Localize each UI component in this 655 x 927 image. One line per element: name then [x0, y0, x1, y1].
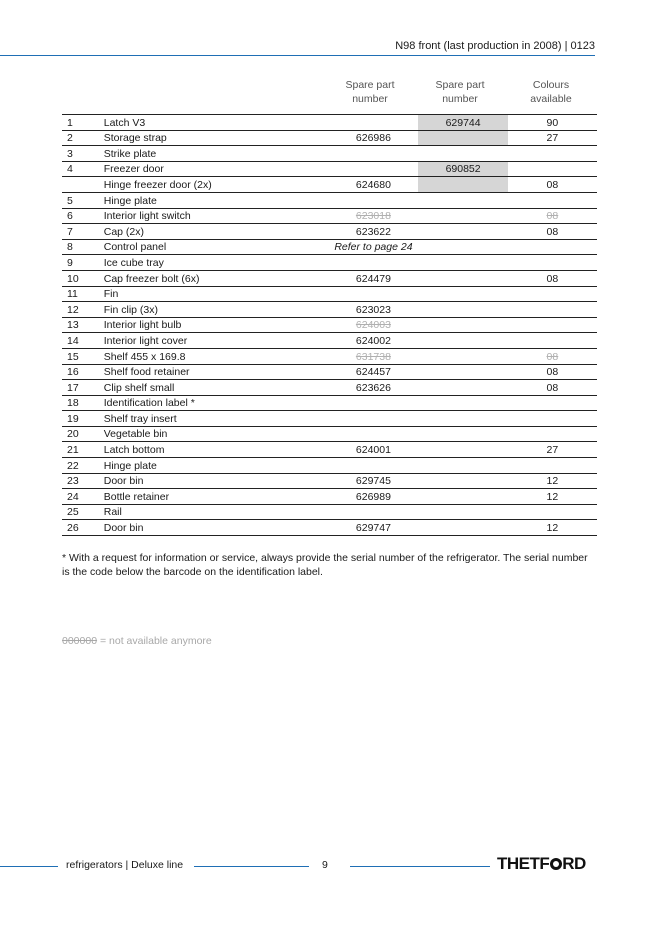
spare-part-number-alt-cell [418, 333, 507, 349]
spare-part-number-alt-cell [418, 208, 507, 224]
spare-part-number-alt-cell [418, 255, 507, 271]
part-number-cell: 3 [62, 146, 104, 162]
col-header-colours [506, 78, 596, 106]
spare-part-number-alt-cell [418, 458, 507, 474]
table-row [62, 177, 597, 193]
spare-part-number-alt-cell [418, 411, 507, 427]
part-name-cell: Strike plate [104, 146, 329, 162]
colour-cell: 08 [508, 380, 597, 396]
spare-part-number-cell: 626986 [329, 130, 419, 146]
table-row [62, 255, 597, 271]
header-rule [0, 55, 595, 56]
spare-part-number-cell: 623018 [329, 208, 419, 224]
part-name-cell: Freezer door [104, 161, 329, 177]
table-row [62, 302, 597, 318]
part-name-cell: Storage strap [104, 130, 329, 146]
colour-cell [508, 458, 597, 474]
colour-cell [508, 302, 597, 318]
spare-part-number-cell [329, 161, 419, 177]
part-name-cell: Vegetable bin [104, 426, 329, 442]
spare-part-number-cell: 624003 [329, 317, 419, 333]
part-number-cell: 26 [62, 520, 104, 536]
spare-part-number-alt-cell [418, 380, 507, 396]
colour-cell: 12 [508, 489, 597, 505]
col-header-line: number [442, 93, 478, 105]
table-row [62, 395, 597, 411]
footer-rule [350, 866, 490, 867]
footer-rule [0, 866, 58, 867]
spare-part-number-cell: 623023 [329, 302, 419, 318]
colour-cell [508, 192, 597, 208]
table-row [62, 146, 597, 162]
part-number-cell: 19 [62, 411, 104, 427]
part-name-cell: Shelf food retainer [104, 364, 329, 380]
part-name-cell: Cap (2x) [104, 224, 329, 240]
part-name-cell: Control panel [104, 239, 329, 255]
part-name-cell: Interior light cover [104, 333, 329, 349]
colour-cell: 12 [508, 473, 597, 489]
part-name-cell: Latch bottom [104, 442, 329, 458]
colour-cell: 12 [508, 520, 597, 536]
part-name-cell: Shelf 455 x 169.8 [104, 348, 329, 364]
part-number-cell: 7 [62, 224, 104, 240]
spare-part-number-cell [329, 426, 419, 442]
part-name-cell: Rail [104, 504, 329, 520]
spare-part-number-cell: 624479 [329, 270, 419, 286]
table-row [62, 224, 597, 240]
part-name-cell: Bottle retainer [104, 489, 329, 505]
colour-cell [508, 395, 597, 411]
colour-cell [508, 255, 597, 271]
colour-cell: 08 [508, 348, 597, 364]
spare-part-number-alt-cell [418, 426, 507, 442]
part-number-cell: 8 [62, 239, 104, 255]
colour-cell: 08 [508, 270, 597, 286]
part-number-cell: 24 [62, 489, 104, 505]
spare-part-number-cell [329, 504, 419, 520]
table-row [62, 364, 597, 380]
part-number-cell: 16 [62, 364, 104, 380]
col-header-line: available [530, 93, 572, 105]
spare-part-number-alt-cell [418, 192, 507, 208]
spare-part-number-alt-cell: 690852 [418, 161, 507, 177]
colour-cell [508, 411, 597, 427]
col-header-spare-part-2 [415, 78, 505, 106]
col-header-spare-part-1 [325, 78, 415, 106]
spare-part-number-cell [329, 146, 419, 162]
colour-cell: 90 [508, 115, 597, 131]
part-name-cell: Interior light switch [104, 208, 329, 224]
col-header-line: Spare part [435, 79, 485, 91]
colour-cell: 08 [508, 224, 597, 240]
colour-cell [508, 146, 597, 162]
spare-part-number-alt-cell [418, 504, 507, 520]
table-row [62, 504, 597, 520]
table-row [62, 489, 597, 505]
part-number-cell: 21 [62, 442, 104, 458]
part-number-cell: 9 [62, 255, 104, 271]
logo-text-start: THETF [497, 854, 550, 873]
spare-part-number-alt-cell [418, 130, 507, 146]
part-number-cell: 23 [62, 473, 104, 489]
part-number-cell [62, 177, 104, 193]
spare-parts-table [62, 114, 597, 536]
table-row [62, 317, 597, 333]
spare-part-number-alt-cell [418, 286, 507, 302]
col-header-line: Spare part [345, 79, 395, 91]
table-row [62, 239, 597, 255]
spare-part-number-cell [329, 286, 419, 302]
table-row [62, 286, 597, 302]
spare-part-number-cell [329, 411, 419, 427]
spare-part-number-alt-cell [418, 239, 507, 255]
part-name-cell: Shelf tray insert [104, 411, 329, 427]
table-row [62, 161, 597, 177]
colour-cell [508, 286, 597, 302]
table-row [62, 442, 597, 458]
part-number-cell: 12 [62, 302, 104, 318]
table-row [62, 270, 597, 286]
spare-part-number-alt-cell [418, 224, 507, 240]
spare-part-number-alt-cell [418, 146, 507, 162]
part-name-cell: Hinge plate [104, 458, 329, 474]
spare-part-number-cell [329, 192, 419, 208]
part-number-cell: 20 [62, 426, 104, 442]
spare-part-number-alt-cell [418, 364, 507, 380]
part-number-cell: 11 [62, 286, 104, 302]
table-row [62, 130, 597, 146]
spare-part-number-cell: 624457 [329, 364, 419, 380]
table-row [62, 426, 597, 442]
thetford-logo [497, 854, 586, 874]
part-number-cell: 17 [62, 380, 104, 396]
part-number-cell: 15 [62, 348, 104, 364]
table-row [62, 115, 597, 131]
table-row [62, 333, 597, 349]
col-header-line: Colours [532, 79, 570, 91]
spare-part-number-alt-cell [418, 348, 507, 364]
colour-cell: 08 [508, 208, 597, 224]
part-number-cell: 22 [62, 458, 104, 474]
spare-part-number-cell [329, 458, 419, 474]
part-number-cell: 25 [62, 504, 104, 520]
table-row [62, 208, 597, 224]
spare-parts-table-body [62, 115, 597, 536]
footnote: * With a request for information or service, always provide the serial number of the refrigerator. The serial number is the code below the barcode on the identification label. [62, 552, 588, 578]
legend [62, 635, 212, 647]
legend-text: = not available anymore [97, 635, 212, 647]
spare-part-number-alt-cell [418, 395, 507, 411]
colour-cell: 08 [508, 364, 597, 380]
col-header-line: number [352, 93, 388, 105]
part-name-cell: Latch V3 [104, 115, 329, 131]
spare-part-number-cell: 631738 [329, 348, 419, 364]
colour-cell [508, 161, 597, 177]
spare-part-number-cell: 629747 [329, 520, 419, 536]
logo-o-ring-icon [550, 858, 562, 870]
logo-text-end: RD [562, 854, 586, 873]
table-row [62, 192, 597, 208]
part-number-cell: 10 [62, 270, 104, 286]
spare-part-number-cell [329, 395, 419, 411]
part-name-cell: Fin clip (3x) [104, 302, 329, 318]
colour-cell: 27 [508, 130, 597, 146]
spare-part-number-alt-cell [418, 442, 507, 458]
table-row [62, 348, 597, 364]
part-name-cell: Hinge plate [104, 192, 329, 208]
colour-cell [508, 317, 597, 333]
footer-section-title: refrigerators | Deluxe line [66, 859, 184, 871]
part-name-cell: Cap freezer bolt (6x) [104, 270, 329, 286]
page-header-title: N98 front (last production in 2008) | 0123 [395, 40, 595, 52]
part-number-cell: 5 [62, 192, 104, 208]
spare-part-number-alt-cell: 629744 [418, 115, 507, 131]
part-name-cell: Door bin [104, 520, 329, 536]
colour-cell [508, 239, 597, 255]
spare-part-number-cell: 623626 [329, 380, 419, 396]
part-name-cell: Fin [104, 286, 329, 302]
spare-part-number-alt-cell [418, 520, 507, 536]
colour-cell: 08 [508, 177, 597, 193]
spare-part-number-alt-cell [418, 489, 507, 505]
part-number-cell: 1 [62, 115, 104, 131]
table-row [62, 411, 597, 427]
page-number: 9 [322, 859, 328, 871]
table-row [62, 473, 597, 489]
part-name-cell: Door bin [104, 473, 329, 489]
colour-cell [508, 333, 597, 349]
part-number-cell: 6 [62, 208, 104, 224]
colour-cell: 27 [508, 442, 597, 458]
table-row [62, 520, 597, 536]
spare-part-number-cell: Refer to page 24 [329, 239, 419, 255]
part-number-cell: 18 [62, 395, 104, 411]
spare-part-number-cell: 624001 [329, 442, 419, 458]
spare-part-number-cell: 623622 [329, 224, 419, 240]
spare-part-number-cell [329, 255, 419, 271]
spare-part-number-cell: 629745 [329, 473, 419, 489]
table-row [62, 380, 597, 396]
spare-part-number-cell: 624002 [329, 333, 419, 349]
part-number-cell: 13 [62, 317, 104, 333]
spare-part-number-alt-cell [418, 270, 507, 286]
legend-struck-sample: 000000 [62, 635, 98, 647]
part-name-cell: Identification label * [104, 395, 329, 411]
part-name-cell: Hinge freezer door (2x) [104, 177, 329, 193]
colour-cell [508, 426, 597, 442]
part-number-cell: 4 [62, 161, 104, 177]
spare-part-number-alt-cell [418, 317, 507, 333]
table-row [62, 458, 597, 474]
spare-part-number-cell: 626989 [329, 489, 419, 505]
footer-rule [194, 866, 309, 867]
part-number-cell: 2 [62, 130, 104, 146]
spare-part-number-cell [329, 115, 419, 131]
colour-cell [508, 504, 597, 520]
part-name-cell: Ice cube tray [104, 255, 329, 271]
spare-part-number-cell: 624680 [329, 177, 419, 193]
part-name-cell: Interior light bulb [104, 317, 329, 333]
spare-part-number-alt-cell [418, 302, 507, 318]
spare-part-number-alt-cell [418, 177, 507, 193]
spare-part-number-alt-cell [418, 473, 507, 489]
part-number-cell: 14 [62, 333, 104, 349]
part-name-cell: Clip shelf small [104, 380, 329, 396]
